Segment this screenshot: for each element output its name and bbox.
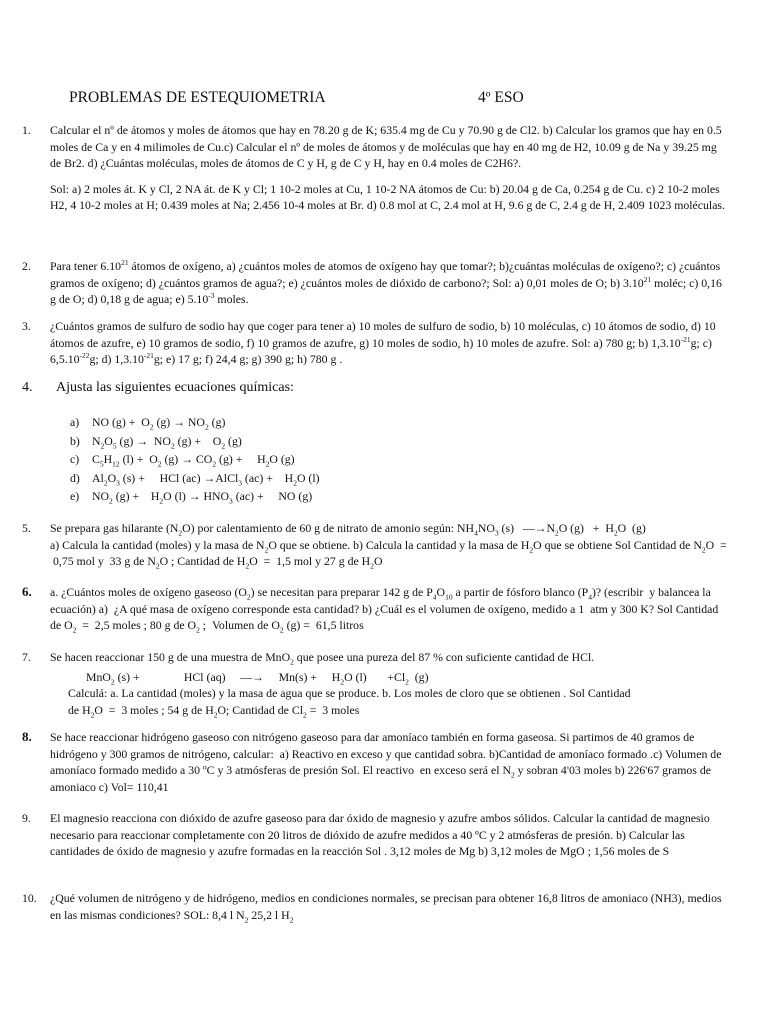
problem-1 bbox=[22, 122, 728, 214]
problem-text: Para tener 6.10$^{21}$ átomos de oxígeno, a) ¿cuántos moles de atomos de oxígeno hay que tomar?; b)¿cuántas moléculas de oxígeno?; c) ¿cuántos gramos de oxígeno; d) ¿cuántos gramos de agua?; e) ¿cuántos moles de dióxido de carbono?; Sol: a) 0,01 moles de O; b) 3.10$^{21}$ moléc; c) 0,16 g de O; d) 0,18 g de agua; e) $5.10^{-3}$ moles. bbox=[50, 258, 722, 307]
problem-7 bbox=[22, 649, 728, 718]
reaction-equation: MnO$_2$ (s) + HCl (aq) —→ Mn(s) + $H_2O$ (l) $+Cl_2$ (g) bbox=[86, 669, 429, 686]
problem-number: 4. bbox=[22, 380, 33, 395]
problem-number: 9. bbox=[22, 811, 31, 825]
problem-3 bbox=[22, 318, 728, 368]
problem-8 bbox=[22, 729, 728, 795]
problem-text: El magnesio reacciona con dióxido de azufre gaseoso para dar óxido de magnesio y azufre ambos sólidos. Calcular la cantidad de magnesio necesario para reaccionar completamente con 20 litros de dióxido de azufre medidos a 40 ºC y 2 atmósferas de presión. b) Calcular las cantidades de óxido de magnesio y azufre formadas en la reacción Sol . 3,12 moles de Mg b) 3,12 moles de MgO ; 1,56 moles de S bbox=[50, 811, 710, 859]
course-level: 4º ESO bbox=[478, 89, 524, 106]
equation-item: a) NO $(g) + O_2$ $(g) \to NO_2$ (g) bbox=[70, 415, 226, 432]
problem-9 bbox=[22, 810, 728, 860]
problem-6 bbox=[22, 584, 728, 634]
problem-number: 10. bbox=[22, 891, 37, 905]
problem-number: 5. bbox=[22, 521, 31, 535]
equation-item: d) $Al_2O_3$ (s) + HCl (ac) →AlCl$_3$ (ac) + $H_2O$ (l) bbox=[70, 470, 320, 488]
problem-2 bbox=[22, 258, 728, 308]
problem-number: 1. bbox=[22, 123, 31, 137]
problem-text: a. ¿Cuántos moles de oxígeno gaseoso $(O_2)$ se necesitan para preparar 142 g de $P_4O_{10}$ a partir de fósforo blanco $(P_4)$? (escribir y balancea la ecuación) a) ¿A qué masa de oxígeno corresponde esta cantidad? b) ¿Cuál es el volumen de oxígeno, medido a 1 atm y 300 K? Sol Cantidad de $O_2 = 2,5$ moles ; 80 g de $O_2$ ; Volumen de $O_2$ (g) = 61,5 litros bbox=[50, 585, 719, 635]
equation-list bbox=[70, 413, 320, 506]
problem-number: 8. bbox=[22, 729, 32, 744]
problem-text: Se hace reaccionar hidrógeno gaseoso con nitrógeno gaseoso para dar amoníaco también en forma gaseosa. Si partimos de 40 gramos de hidrógeno y 300 gramos de nitrógeno, calcular: a) Reactivo en exceso y que cantidad sobra. b)Cantidad de amoníaco formado .c) Volumen de amoníaco formado medido a 30 ºC y 3 atmósferas de presión Sol. El reactivo en exceso será el $N_2$ y sobran 4'03 moles b) 226'67 gramos de amoniaco c) Vol= 110,41 bbox=[50, 730, 722, 794]
problem-text: Calcular el nº de átomos y moles de átomos que hay en 78.20 g de K; 635.4 mg de Cu y 70.90 g de Cl2. b) Calcular los gramos que hay en 0.5 moles de Ca y en 4 milimoles de Cu.c) Calcular el nº de moles de átomos y de moléculas que hay en 40 mg de H2, 10.09 g de Na y 39.25 mg de Br2. d) ¿Cuántas moléculas, moles de átomos de C y H, g de C y H, hay en 0.4 moles de C2H6?. bbox=[50, 123, 722, 171]
problem-text: ¿Cuántos gramos de sulfuro de sodio hay que coger para tener a) 10 moles de sulfuro de sodio, b) 10 moléculas, c) 10 átomos de sodio, d) 10 átomos de azufre, e) 10 gramos de sodio, f) 10 gramos de azufre, g) 10 moles de sodio, h) 10 moles de azufre. Sol: a) 780 g; b) $1,3.10^{-21}g$; c) $6,5.10^{-22}g$; d) $1,3.10^{-21}g$; e) 17 g; f) 24,4 g; g) 390 g; h) 780 g . bbox=[50, 319, 716, 367]
equation-item: e) $NO_2$ (g) + $H_2O$ $(l) \to HNO_3$ (ac) + NO (g) bbox=[70, 489, 313, 506]
problem-text: ¿Qué volumen de nitrógeno y de hidrógeno, medios en condiciones normales, se precisan para obtener 16,8 litros de amoniaco (NH3), medios en las mismas condiciones? SOL: 8,4 l $N_2$ 25,2 l $H_2$ bbox=[50, 891, 722, 924]
problem-number: 6. bbox=[22, 584, 32, 599]
problem-text: Calculá: a. La cantidad (moles) y la masa de agua que se produce. b. Los moles de cloro que se obtienen . Sol Cantidad bbox=[68, 686, 631, 701]
page-title: PROBLEMAS DE ESTEQUIOMETRIA bbox=[69, 89, 326, 106]
problem-text: de $H_2O = 3$ moles ; 54 g de $H_2O$; Cantidad de $Cl_2 = 3$ moles bbox=[68, 702, 360, 720]
problem-5 bbox=[22, 520, 728, 570]
problem-text: Ajusta las siguientes ecuaciones químicas: bbox=[56, 380, 294, 395]
problem-number: 7. bbox=[22, 650, 31, 664]
problem-text: a) Calcula la cantidad (moles) y la masa de $N_2O$ que se obtiene. b) Calcula la cantidad y la masa de $H_2O$ que se obtiene Sol Cantidad de $N_2O = 0,75$ mol y 33 g de $N_2O$ ; Cantidad de $H_2O = 1,5$ mol y 27 g de $H_2O$ bbox=[50, 537, 727, 571]
equation-item: b) $N_2O_5$ $(g) \to NO_2$ (g) + $O_2$ (g) bbox=[70, 433, 242, 450]
equation-item: c) $C_5H_{12}$ $(l) + O_2$ $(g) \to CO_2$ (g) + $H_2O$ (g) bbox=[70, 452, 295, 469]
problem-text: Se prepara gas hilarante $(N_2O)$ por calentamiento de 60 g de nitrato de amonio según: $NH_4NO_3$ (s) $—\to N_2O$ $(g) + H_2O$ (g) bbox=[50, 521, 646, 538]
problem-4 bbox=[22, 379, 728, 397]
problem-text: Se hacen reaccionar 150 g de una muestra de MnO$_2$ que posee una pureza del 87 % con suficiente cantidad de HCl. bbox=[50, 650, 595, 667]
problem-number: 3. bbox=[22, 319, 31, 333]
problem-number: 2. bbox=[22, 259, 31, 273]
problem-10 bbox=[22, 890, 728, 923]
problem-solution: Sol: a) 2 moles át. K y Cl, 2 NA át. de K y Cl; 1 10-2 moles at Cu, 1 10-2 NA átomos de Cu: b) 20.04 g de Ca, 0.254 g de Cu. c) 2 10-2 moles H2, 4 10-2 moles at H; 0.439 moles at Na; 2.456 10-4 moles at Br. d) 0.8 mol at C, 2.4 mol at H, 9.6 g de C, 2.4 g de H, 2.409 1023 moléculas. bbox=[50, 181, 725, 213]
